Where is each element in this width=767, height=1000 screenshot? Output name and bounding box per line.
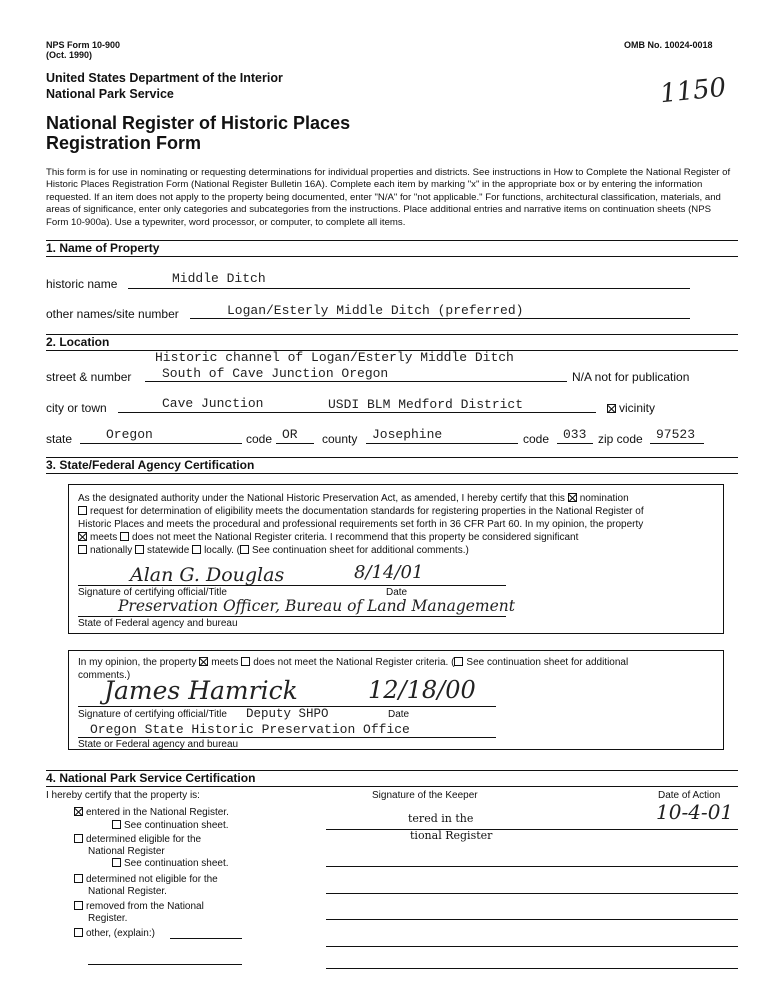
locally-checkbox[interactable] <box>192 545 201 554</box>
signature-2-date: 12/18/00 <box>368 676 476 704</box>
instructions: This form is for use in nominating or requesting determinations for individual properties and districts. See instructions in How to Complete the National Register of Historic Places Registration Form (National Register Bulletin 16A). Complete each item by marking "x" in the appropriate box or by entering the information requested. If an item does not apply to the property being documented, enter "N/A" for "not applicable." For functions, architectural classification, materials, and areas of significance, enter only categories and subcategories from the instructions. Place additional entries and narrative items on continuation sheets (NPS Form 10-900a). Use a typewriter, word processor, or computer, to complete all items. <box>46 167 731 228</box>
determined-not-eligible-checkbox[interactable]: determined not eligible for the <box>74 874 218 885</box>
empty-box-icon <box>74 874 83 883</box>
statewide-checkbox[interactable] <box>135 545 144 554</box>
section-1-heading: 1. Name of Property <box>46 241 160 255</box>
determined-eligible-line-2: National Register <box>88 846 165 857</box>
signature-keeper-label: Signature of the Keeper <box>372 790 478 801</box>
historic-name-value[interactable]: Middle Ditch <box>172 271 266 286</box>
section-3-heading: 3. State/Federal Agency Certification <box>46 458 255 472</box>
vicinity-checkbox[interactable] <box>607 401 655 415</box>
not-for-publication-label: N/A not for publication <box>572 370 690 384</box>
signature-1-date: 8/14/01 <box>354 562 424 583</box>
empty-box-icon <box>74 834 83 843</box>
city-value[interactable]: Cave Junction <box>162 396 264 411</box>
nationally-checkbox[interactable] <box>78 545 87 554</box>
county-code-value[interactable]: 033 <box>563 427 587 442</box>
department: United States Department of the Interior <box>46 71 283 85</box>
signature-1-label: Signature of certifying official/Title <box>78 587 227 598</box>
cert-text-line-3: Historic Places and meets the procedural and professional requirements set forth in 36 CFR Part 60. In my opinion, the property <box>78 519 644 530</box>
other-names-label: other names/site number <box>46 307 179 321</box>
zip-label: zip code <box>598 432 643 446</box>
date-1-label: Date <box>386 587 408 598</box>
comments-label: comments.) <box>78 670 131 681</box>
cert-text-line-2: request for determination of eligibility meets the documentation standards for registering properties in the National Register of <box>78 506 644 517</box>
county-code-label: code <box>523 432 550 446</box>
see-continuation-1[interactable]: See continuation sheet. <box>112 820 229 831</box>
empty-box-icon <box>112 820 121 829</box>
agency-2-value: Oregon State Historic Preservation Office <box>90 722 410 737</box>
request-checkbox[interactable] <box>78 506 87 515</box>
state-code-label: code <box>246 432 273 446</box>
certify-label: I hereby certify that the property is: <box>46 790 200 801</box>
opinion-line: In my opinion, the property meets does not meet the National Register criteria. ( See continuation sheet for additional <box>78 657 629 668</box>
county-value[interactable]: Josephine <box>372 427 443 442</box>
continuation-2-checkbox[interactable] <box>454 657 463 666</box>
cert-text-line-5: nationally statewide locally. ( See continuation sheet for additional comments.) <box>78 545 469 556</box>
title-line-1: National Register of Historic Places <box>46 113 351 133</box>
date-2-label: Date <box>388 709 410 720</box>
meets-checkbox[interactable] <box>78 532 87 541</box>
determined-eligible-checkbox[interactable]: determined eligible for the <box>74 834 201 845</box>
nomination-checkbox[interactable] <box>568 493 577 502</box>
form-date: (Oct. 1990) <box>46 50 93 60</box>
date-of-action-label: Date of Action <box>658 790 721 801</box>
title-line-2: Registration Form <box>46 133 202 153</box>
empty-box-icon <box>74 901 83 910</box>
removed-line-2: Register. <box>88 913 128 924</box>
meets-2-checkbox[interactable] <box>199 657 208 666</box>
street-extra-value[interactable]: Historic channel of Logan/Esterly Middle Ditch <box>155 350 514 365</box>
cert-text-line-1: As the designated authority under the National Historic Preservation Act, as amended, I hereby certify that this nomination <box>78 493 629 504</box>
see-continuation-2[interactable]: See continuation sheet. <box>112 858 229 869</box>
agency-2-label: State or Federal agency and bureau <box>78 739 239 750</box>
city-extra-value[interactable]: USDI BLM Medford District <box>328 397 524 412</box>
other-names-value[interactable]: Logan/Esterly Middle Ditch (preferred) <box>227 303 524 318</box>
does-not-meet-2-checkbox[interactable] <box>241 657 250 666</box>
not-for-publication[interactable] <box>572 370 689 384</box>
checked-box-icon <box>607 404 616 413</box>
service: National Park Service <box>46 87 174 101</box>
signature-2-label: Signature of certifying official/Title <box>78 709 227 720</box>
signature-2-title: Deputy SHPO <box>246 707 329 721</box>
does-not-meet-checkbox[interactable] <box>120 532 129 541</box>
empty-box-icon <box>74 928 83 937</box>
street-label: street & number <box>46 370 132 384</box>
agency-1-label: State of Federal agency and bureau <box>78 618 238 629</box>
omb-number: OMB No. 10024-0018 <box>624 40 713 50</box>
signature-2: James Hamrick <box>104 676 298 705</box>
zip-value[interactable]: 97523 <box>656 427 696 442</box>
section-2-heading: 2. Location <box>46 335 110 349</box>
removed-checkbox[interactable]: removed from the National <box>74 901 204 912</box>
action-date: 10-4-01 <box>656 800 734 824</box>
county-label: county <box>322 432 358 446</box>
state-code-value[interactable]: OR <box>282 427 298 442</box>
street-value[interactable]: South of Cave Junction Oregon <box>162 366 389 381</box>
handwritten-number: 1150 <box>658 72 728 110</box>
stamp-line-1: tered in the <box>408 812 474 825</box>
other-checkbox[interactable]: other, (explain:) <box>74 928 155 939</box>
form-number: NPS Form 10-900 <box>46 40 121 50</box>
city-label: city or town <box>46 401 107 415</box>
cert-text-line-4: meets does not meet the National Register criteria. I recommend that this property be considered significant <box>78 532 578 543</box>
continuation-checkbox[interactable] <box>240 545 249 554</box>
entered-checkbox[interactable]: entered in the National Register. <box>74 807 229 818</box>
stamp-line-2: tional Register <box>410 829 493 842</box>
agency-1-value: Preservation Officer, Bureau of Land Management <box>118 597 516 615</box>
determined-not-eligible-line-2: National Register. <box>88 886 167 897</box>
section-4-heading: 4. National Park Service Certification <box>46 771 256 785</box>
checked-box-icon <box>74 807 83 816</box>
state-value[interactable]: Oregon <box>106 427 153 442</box>
vicinity-label: vicinity <box>619 401 656 415</box>
empty-box-icon <box>112 858 121 867</box>
historic-name-label: historic name <box>46 277 118 291</box>
signature-1: Alan G. Douglas <box>130 564 285 586</box>
state-label: state <box>46 432 73 446</box>
